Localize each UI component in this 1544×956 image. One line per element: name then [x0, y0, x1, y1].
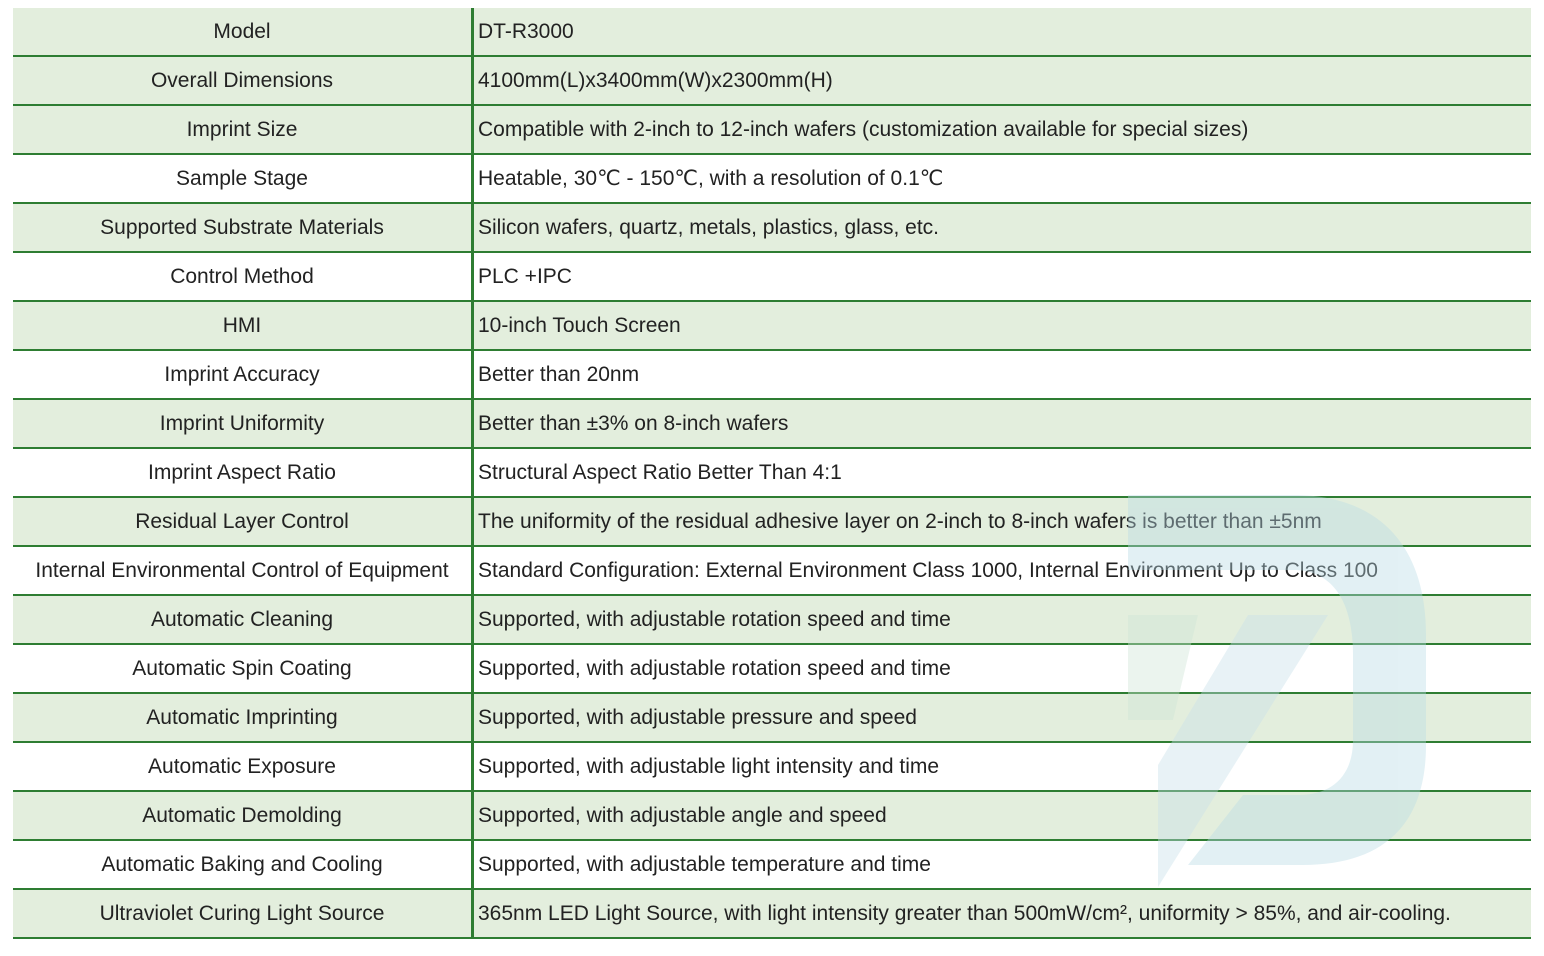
- spec-value: Supported, with adjustable rotation speed and time: [473, 595, 1532, 644]
- spec-row-hmi: [13, 301, 1531, 350]
- spec-row-automatic-spin-coating: [13, 644, 1531, 693]
- spec-label: Automatic Imprinting: [13, 693, 473, 742]
- spec-label: Automatic Demolding: [13, 791, 473, 840]
- spec-label: Imprint Uniformity: [13, 399, 473, 448]
- spec-value: Silicon wafers, quartz, metals, plastics, glass, etc.: [473, 203, 1532, 252]
- spec-value: Better than 20nm: [473, 350, 1532, 399]
- spec-row-automatic-baking-cooling: [13, 840, 1531, 889]
- spec-label: Internal Environmental Control of Equipment: [13, 546, 473, 595]
- spec-value: 4100mm(L)x3400mm(W)x2300mm(H): [473, 56, 1532, 105]
- spec-label: Model: [13, 8, 473, 56]
- spec-table: [13, 8, 1531, 939]
- spec-row-imprint-size: [13, 105, 1531, 154]
- spec-row-automatic-cleaning: [13, 595, 1531, 644]
- spec-value: DT-R3000: [473, 8, 1532, 56]
- spec-row-automatic-exposure: [13, 742, 1531, 791]
- spec-label: Automatic Baking and Cooling: [13, 840, 473, 889]
- spec-value: The uniformity of the residual adhesive layer on 2-inch to 8-inch wafers is better than ±5nm: [473, 497, 1532, 546]
- spec-label: Imprint Aspect Ratio: [13, 448, 473, 497]
- spec-label: Sample Stage: [13, 154, 473, 203]
- spec-row-imprint-uniformity: [13, 399, 1531, 448]
- spec-row-residual-layer-control: [13, 497, 1531, 546]
- spec-row-automatic-imprinting: [13, 693, 1531, 742]
- spec-value: Standard Configuration: External Environment Class 1000, Internal Environment Up to Class 100: [473, 546, 1532, 595]
- spec-value: Supported, with adjustable angle and speed: [473, 791, 1532, 840]
- spec-row-imprint-accuracy: [13, 350, 1531, 399]
- spec-value: Supported, with adjustable light intensity and time: [473, 742, 1532, 791]
- spec-label: Ultraviolet Curing Light Source: [13, 889, 473, 938]
- spec-row-control-method: [13, 252, 1531, 301]
- spec-label: Residual Layer Control: [13, 497, 473, 546]
- spec-row-uv-curing-light-source: [13, 889, 1531, 938]
- spec-value: Supported, with adjustable temperature and time: [473, 840, 1532, 889]
- spec-row-automatic-demolding: [13, 791, 1531, 840]
- spec-label: Imprint Size: [13, 105, 473, 154]
- spec-label: Control Method: [13, 252, 473, 301]
- spec-row-environmental-control: [13, 546, 1531, 595]
- spec-label: Overall Dimensions: [13, 56, 473, 105]
- spec-row-overall-dimensions: [13, 56, 1531, 105]
- spec-value: Supported, with adjustable rotation speed and time: [473, 644, 1532, 693]
- spec-label: Automatic Cleaning: [13, 595, 473, 644]
- spec-label: Automatic Spin Coating: [13, 644, 473, 693]
- spec-row-substrate-materials: [13, 203, 1531, 252]
- spec-value: Structural Aspect Ratio Better Than 4:1: [473, 448, 1532, 497]
- spec-row-imprint-aspect-ratio: [13, 448, 1531, 497]
- spec-value: 365nm LED Light Source, with light intensity greater than 500mW/cm², uniformity > 85%, and air-cooling.: [473, 889, 1532, 938]
- spec-value: Compatible with 2-inch to 12-inch wafers (customization available for special sizes): [473, 105, 1532, 154]
- spec-label: HMI: [13, 301, 473, 350]
- spec-value: 10-inch Touch Screen: [473, 301, 1532, 350]
- spec-label: Automatic Exposure: [13, 742, 473, 791]
- spec-label: Supported Substrate Materials: [13, 203, 473, 252]
- spec-row-sample-stage: [13, 154, 1531, 203]
- spec-row-model: [13, 8, 1531, 56]
- spec-label: Imprint Accuracy: [13, 350, 473, 399]
- spec-sheet: [13, 8, 1531, 939]
- spec-value: Heatable, 30℃ - 150℃, with a resolution of 0.1℃: [473, 154, 1532, 203]
- spec-value: PLC +IPC: [473, 252, 1532, 301]
- spec-value: Better than ±3% on 8-inch wafers: [473, 399, 1532, 448]
- spec-value: Supported, with adjustable pressure and speed: [473, 693, 1532, 742]
